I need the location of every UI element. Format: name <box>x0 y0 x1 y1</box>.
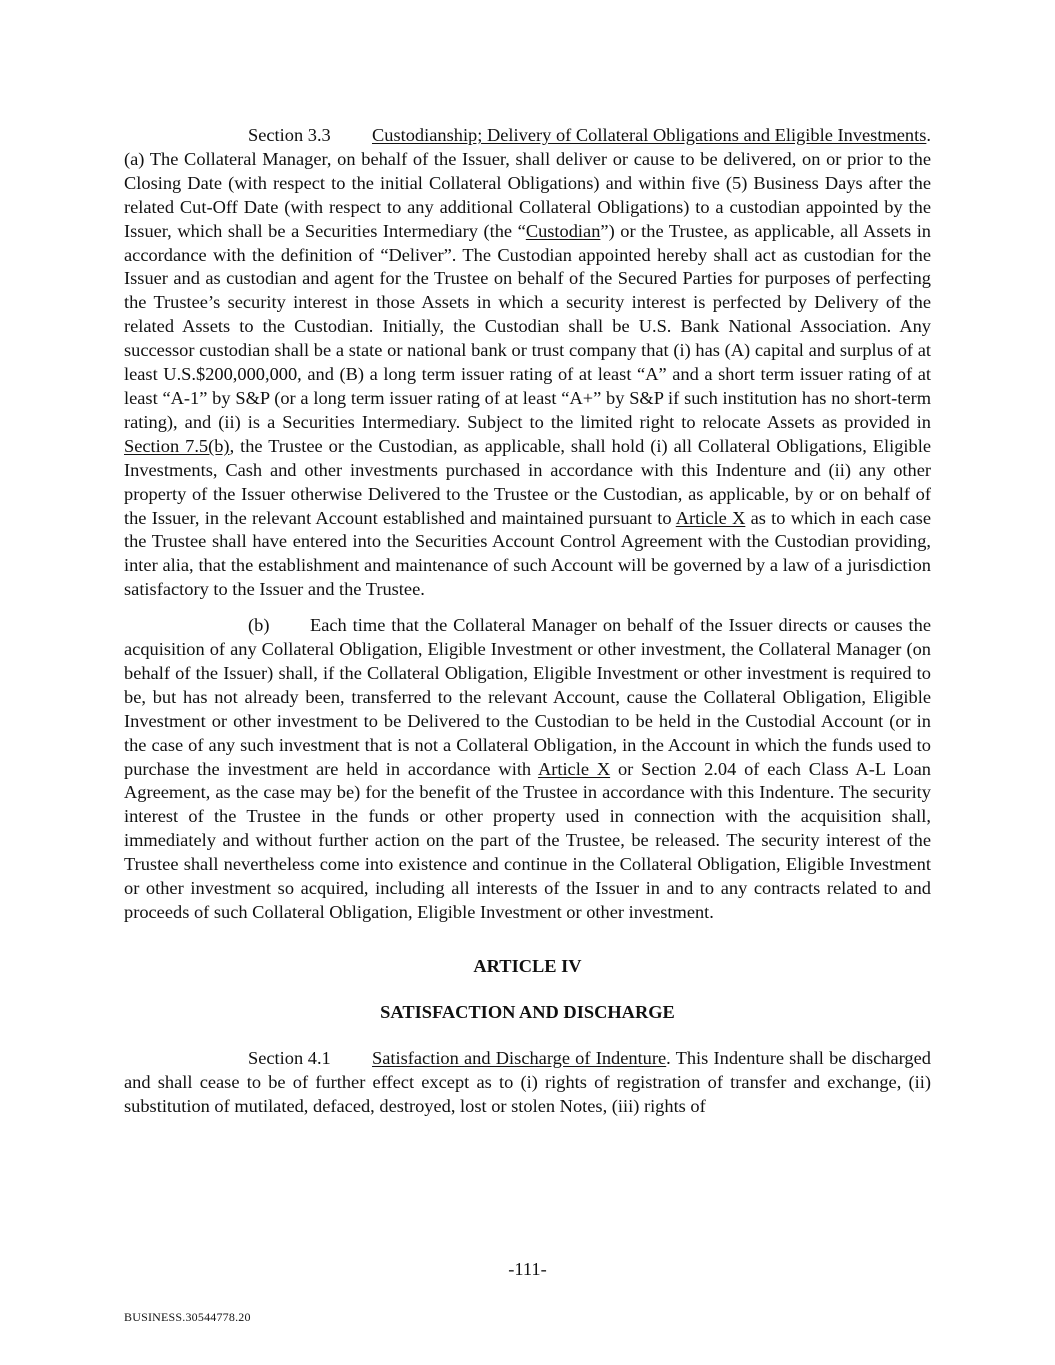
section-4-1-number: Section 4.1 <box>248 1047 331 1068</box>
page-number: -111- <box>508 1259 547 1279</box>
paragraph-b-label: (b) <box>248 615 270 636</box>
article-title-heading: SATISFACTION AND DISCHARGE <box>380 1001 675 1022</box>
section-3-3-paragraph-a <box>124 124 931 602</box>
section-4-1-text: . This Indenture shall be discharged and shall cease to be of further effect except as to (i) rights of registration of transfer and exchange, (ii) substitution of mutilated, defaced, destroyed, lost or stolen Notes, (iii) rights of <box>124 1047 931 1116</box>
custodian-defined-term: Custodian <box>525 220 601 241</box>
section-3-3-b-start: Each time that the Collateral Manager on behalf of the Issuer directs or causes the acquisition of any Collateral Obligation, Eligible Investment or other investment, the Collateral Manager (on behalf of the Issuer) shall, if the Collateral Obligation, Eligible Investment or other investment is required to be, but has not already been, transferred to the relevant Account, cause the Collateral Obligation, Eligible Investment or other investment to be Delivered to the Custodian to be held in the Custodial Account (or in the case of any such investment that is not a Collateral Obligation, in the Account in which the funds used to purchase the investment are held in accordance with <box>124 615 931 779</box>
section-4-1-paragraph <box>124 1047 931 1119</box>
section-3-3-a-end: as to which in each case the Trustee shall have entered into the Securities Account Control Agreement with the Custodian providing, inter alia, that the establishment and maintenance of such Account will be governed by a law of a jurisdiction satisfactory to the Issuer and the Trustee. <box>124 507 931 600</box>
article-number-heading: ARTICLE IV <box>473 955 582 976</box>
section-3-3-a-middle2: , the Trustee or the Custodian, as applicable, shall hold (i) all Collateral Obligations, Eligible Investments, Cash and other investments purchased in accordance with this Indenture and (ii) any other property of the Issuer otherwise Delivered to the Trustee or the Custodian, as applicable, by or on behalf of the Issuer, in the relevant Account established and maintained pursuant to <box>124 435 931 528</box>
document-body <box>124 124 931 1118</box>
section-3-3-number: Section 3.3 <box>248 125 331 145</box>
section-4-1-title: Satisfaction and Discharge of Indenture <box>372 1047 667 1068</box>
section-3-3-title: Custodianship; Delivery of Collateral Obligations and Eligible Investments <box>372 125 927 145</box>
article-x-reference: Article X <box>537 758 611 779</box>
section-7-5b-reference: Section 7.5(b) <box>124 435 230 456</box>
section-3-3-a-intro: . (a) The Collateral Manager, on behalf of the Issuer, shall deliver or cause to be delivered, on or prior to the Closing Date (with respect to the initial Collateral Obligations) and within five (5) Business Days after the related Cut-Off Date (with respect to any additional Collateral Obligations) to a custodian appointed by the Issuer, which shall be a Securities Intermediary (the “ <box>124 125 931 241</box>
section-3-3-paragraph-b <box>124 614 931 925</box>
document-id: BUSINESS.30544778.20 <box>124 1310 251 1324</box>
section-3-3-a-middle: ”) or the Trustee, as applicable, all Assets in accordance with the definition of “Deliver”. The Custodian appointed hereby shall act as custodian for the Issuer and as custodian and agent for the Trustee on behalf of the Secured Parties for purposes of perfecting the Trustee’s security interest in those Assets in which a security interest is perfected by Delivery of the related Assets to the Custodian. Initially, the Custodian shall be U.S. Bank National Association. Any successor custodian shall be a state or national bank or trust company that (i) has (A) capital and surplus of at least U.S.$200,000,000, and (B) a long term issuer rating of at least “A” and a short term issuer rating of at least “A-1” by S&P (or a long term issuer rating of at least “A+” by S&P if such institution has no short-term rating), and (ii) is a Securities Intermediary. Subject to the limited right to relocate Assets as provided in <box>124 220 931 432</box>
section-3-3-b-end: or Section 2.04 of each Class A-L Loan Agreement, as the case may be) for the benefit of the Trustee in accordance with this Indenture. The security interest of the Trustee in the funds or other property used in connection with the acquisition shall, immediately and without further action on the part of the Trustee, be released. The security interest of the Trustee shall nevertheless come into existence and continue in the Collateral Obligation, Eligible Investment or other investment so acquired, including all interests of the Issuer in and to any contracts related to and proceeds of such Collateral Obligation, Eligible Investment or other investment. <box>124 758 931 922</box>
article-x-reference: Article X <box>675 507 746 528</box>
